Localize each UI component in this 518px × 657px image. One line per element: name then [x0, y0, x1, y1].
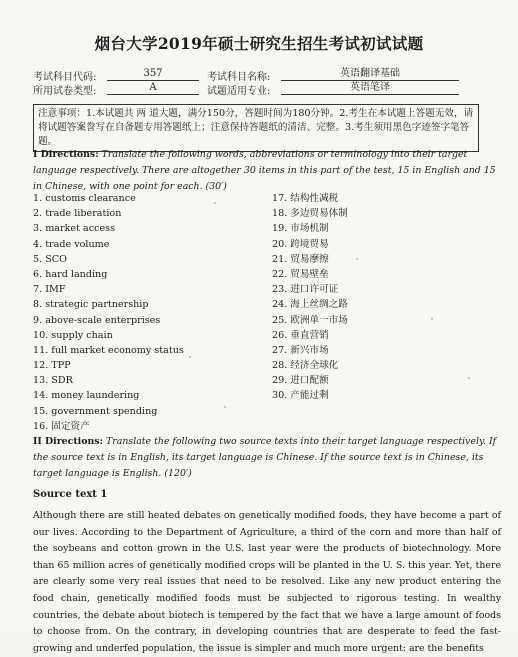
- section1-heading: I Directions:: [33, 149, 99, 160]
- term-item: 4. trade volume: [33, 238, 110, 250]
- scan-speck: [224, 406, 226, 408]
- term-item: 29. 进口配额: [272, 375, 329, 387]
- term-item: 15. government spending: [33, 405, 158, 417]
- meta-row-subject: [33, 68, 493, 82]
- term-item: 3. market access: [33, 223, 115, 235]
- paper-type-label: 所用试卷类型:: [33, 86, 97, 97]
- term-item: 2. trade liberation: [33, 208, 122, 220]
- section1-directions: [33, 147, 499, 195]
- subject-code-value: 357: [107, 68, 199, 81]
- subject-name-value: 英语翻译基础: [281, 68, 459, 81]
- term-item: 23. 进口许可证: [272, 284, 339, 296]
- major-value: 英语笔译: [281, 82, 459, 95]
- scan-speck: [214, 202, 216, 204]
- term-item: 6. hard landing: [33, 268, 108, 280]
- term-item: 14. money laundering: [33, 390, 140, 402]
- section2-heading: II Directions:: [33, 436, 104, 447]
- section1-instructions: Translate the following words, abbreviations or terminology into their target language respectively. There are altogether 30 items in this part of the test, 15 in English and 15 in Chinese, with one point for each. (30′): [33, 149, 496, 192]
- term-item: 20. 跨境贸易: [272, 238, 329, 250]
- paper-type-value: A: [107, 82, 199, 95]
- source-text-passage: Although there are still heated debates on genetically modified foods, they have become a part of our lives. According to the Department of Agriculture, a third of the corn and more than half of the soybeans and cotton grown in the U.S. last year were the products of biotechnology. More than 65 million acres of genetically modified crops will be planted in the U. S. this year. Yet, there are clearly some very real issues that need to be resolved. Like any new product entering the food chain, genetically modified foods must be subjected to rigorous testing. In wealthy countries, the debate about biotech is tempered by the fact that we have a large amount of foods to choose from. On the contrary, in developing countries that are desperate to feed the fast-growing and underfed population, the issue is simpler and much more urgent: are the benefits: [33, 510, 501, 654]
- terms-list-right: [272, 191, 472, 404]
- scan-speck: [189, 356, 191, 358]
- term-item: 17. 结构性减税: [272, 193, 339, 204]
- source-text-title: Source text 1: [33, 489, 108, 500]
- term-item: 30. 产能过剩: [272, 390, 329, 402]
- term-item: 18. 多边贸易体制: [272, 208, 348, 220]
- term-item: 27. 新兴市场: [272, 344, 329, 356]
- term-item: 25. 欧洲单一市场: [272, 314, 348, 326]
- term-item: 16. 固定资产: [33, 420, 90, 432]
- subject-name-label: 考试科目名称:: [207, 72, 271, 83]
- term-item: 26. 垂直营销: [272, 329, 329, 341]
- term-item: 11. full market economy status: [33, 344, 184, 356]
- notice-box: 注意事项：1.本试题共 两 道大题，满分150分，答题时间为180分钟。2.考生在本试题上答题无效，请将试题答案誊写在自备题专用答题纸上；注意保持答题纸的清洁、完整。3.考生须用黑色字迹签字笔答题。: [33, 104, 479, 152]
- term-item: 21. 贸易摩擦: [272, 253, 329, 265]
- term-item: 13. SDR: [33, 375, 73, 387]
- term-item: 12. TPP: [33, 360, 71, 372]
- term-item: 9. above-scale enterprises: [33, 314, 161, 326]
- term-item: 8. strategic partnership: [33, 299, 149, 311]
- major-label: 试题适用专业:: [207, 86, 271, 97]
- scan-speck: [356, 258, 358, 260]
- term-item: 10. supply chain: [33, 329, 113, 341]
- exam-title: 烟台大学2019年硕士研究生招生考试初试试题: [94, 34, 424, 53]
- subject-code-label: 考试科目代码:: [33, 72, 97, 83]
- meta-row-paper: [33, 82, 493, 96]
- scan-speck: [431, 318, 433, 320]
- section2-instructions: Translate the following two source texts into their target language respectively. If the source text is in English, its target language is Chinese. If the source text is in Chinese, its target language is English. (120′): [33, 436, 497, 479]
- scan-speck: [468, 377, 470, 379]
- term-item: 5. SCO: [33, 253, 67, 265]
- term-item: 1. customs clearance: [33, 193, 136, 204]
- terms-list-left: [33, 191, 263, 434]
- term-item: 19. 市场机制: [272, 223, 329, 235]
- term-item: 7. IMF: [33, 284, 66, 296]
- term-item: 22. 贸易壁垒: [272, 268, 329, 280]
- term-item: 28. 经济全球化: [272, 360, 339, 372]
- term-item: 24. 海上丝绸之路: [272, 299, 348, 311]
- section2-directions: [33, 434, 499, 482]
